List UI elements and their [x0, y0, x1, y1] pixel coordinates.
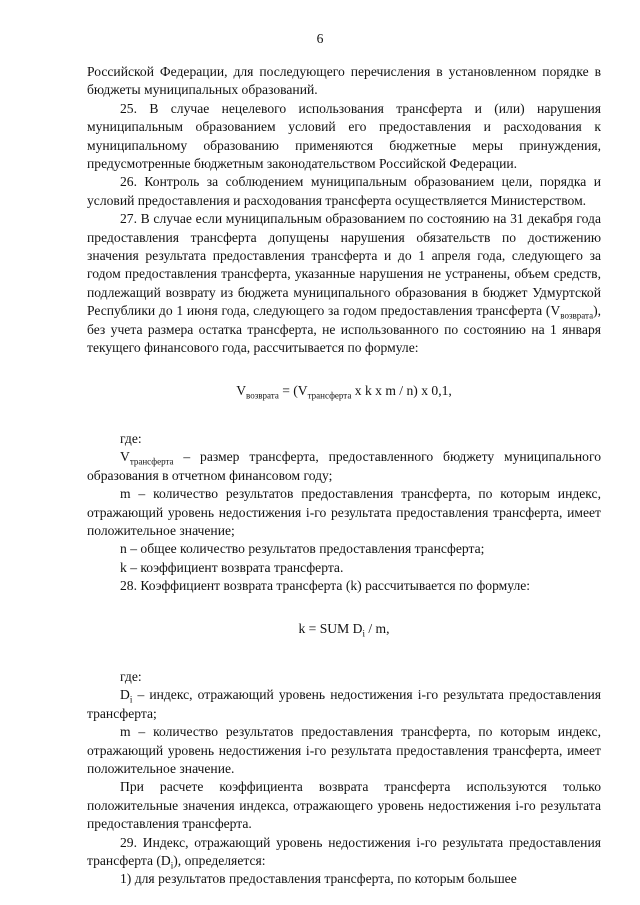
paragraph-29-sub: i [170, 860, 174, 871]
formula1-v: V [236, 382, 247, 398]
definition-n: n – общее количество результатов предоставления трансферта; [120, 541, 485, 557]
formula1-mid: = (V [278, 382, 308, 398]
paragraph-25: 25. В случае нецелевого использования трансферта и (или) нарушения муниципальным образованием условий его предоставления и расходования к муниципальному образованию применяются бюджетные меры принуждения, предусмотренные бюджетным законодательством Российской Федерации. [87, 100, 601, 172]
formula1-sub1: возврата [246, 390, 279, 401]
definition-m-1: m – количество результатов предоставления трансферта, по которым индекс, отражающий уровень недостижения i-го результата предоставления трансферта, имеет положительное значение; [87, 486, 601, 538]
paragraph-27 [87, 210, 601, 357]
paragraph-28: 28. Коэффициент возврата трансферта (k) рассчитывается по формуле: [120, 578, 531, 594]
formula2-right: / m, [364, 620, 390, 636]
def-v-subscript: трансферта [129, 457, 174, 468]
def-v-symbol: V [120, 449, 130, 465]
def-v-text: – размер трансферта, предоставленного бюджету муниципального образования в отчетном финансовом году; [87, 449, 601, 483]
paragraph-29-end: ), определяется: [173, 853, 266, 869]
def-d-subscript: i [129, 695, 133, 706]
formula-coefficient [87, 620, 601, 638]
definition-v-transfer [87, 448, 601, 485]
definition-m-2: m – количество результатов предоставления трансферта, по которым индекс, отражающий уровень недостижения i-го результата предоставления трансферта, имеет положительное значение. [87, 724, 601, 776]
paragraph-29-start: 29. Индекс, отражающий уровень недостижения i-го результата предоставления трансферта (D [87, 834, 601, 869]
def-d-symbol: D [120, 687, 130, 703]
where-label-1: где: [120, 430, 142, 446]
page-number: 6 [316, 31, 324, 46]
formula1-sub2: трансферта [307, 390, 352, 401]
where-label-2: где: [120, 668, 142, 684]
document-body [87, 63, 601, 889]
formula2-sub: i [362, 628, 365, 639]
formula-return-volume [87, 382, 601, 400]
paragraph-continuation: Российской Федерации, для последующего перечисления в установленном порядке в бюджеты муниципальных образований. [87, 64, 601, 98]
paragraph-29 [87, 834, 601, 871]
definition-k: k – коэффициент возврата трансферта. [120, 559, 344, 575]
paragraph-27-text: 27. В случае если муниципальным образованием по состоянию на 31 декабря года предоставления трансферта допущены нарушения обязательств по достижению значения результата предоставления трансферта и до 1 апреля года, следующего за годом предоставления трансферта, указанные нарушения не устранены, объем средств, подлежащий возврату из бюджета муниципального образования в бюджет Удмуртской Республики до 1 июня года, следующего за годом предоставления трансферта (V [87, 211, 601, 319]
def-d-text: – индекс, отражающий уровень недостижения i-го результата предоставления трансферта; [87, 687, 601, 721]
paragraph-29-item-1: 1) для результатов предоставления трансферта, по которым большее [120, 871, 517, 887]
definition-d [87, 686, 601, 723]
paragraph-26: 26. Контроль за соблюдением муниципальным образованием цели, порядка и условий предоставления и расходования трансферта осуществляется Министерством. [87, 174, 601, 208]
paragraph-27-end: ), без учета размера остатка трансферта, не использованного по состоянию на 1 января текущего финансового года, рассчитывается по формуле: [87, 303, 601, 356]
formula1-rest: x k x m / n) x 0,1, [351, 382, 452, 398]
formula2-left: k = SUM D [298, 620, 363, 636]
paragraph-calc-note: При расчете коэффициента возврата трансферта используются только положительные значения индекса, отражающего уровень недостижения i-го результата предоставления трансферта. [87, 779, 601, 832]
paragraph-27-subscript: возврата [560, 311, 594, 321]
